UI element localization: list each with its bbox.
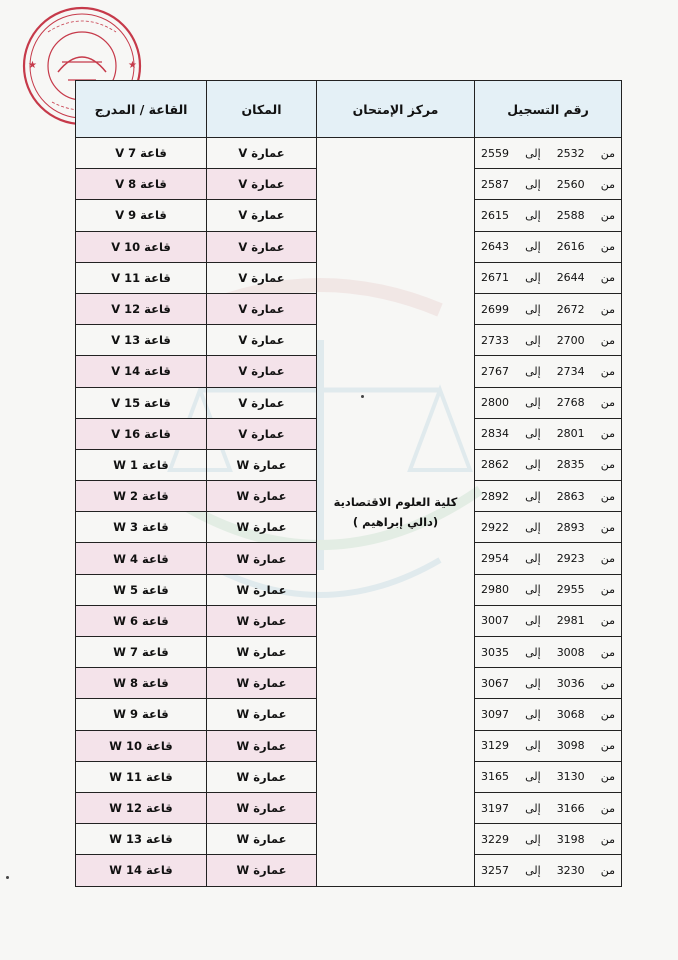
- from-label: من: [600, 707, 615, 721]
- range-start: 2616: [556, 240, 585, 254]
- header-exam-center: مركز الإمتحان: [317, 81, 475, 138]
- to-label: إلى: [525, 458, 541, 472]
- range-end: 2733: [481, 333, 510, 347]
- range-start: 3166: [556, 801, 585, 815]
- building-cell: عمارة W: [207, 824, 317, 855]
- table-row: [76, 138, 622, 169]
- registration-range-cell: [475, 512, 622, 543]
- registration-range-cell: [475, 855, 622, 886]
- range-end: 3035: [481, 645, 510, 659]
- to-label: إلى: [525, 271, 541, 285]
- range-end: 2834: [481, 427, 510, 441]
- to-label: إلى: [525, 177, 541, 191]
- hall-cell: قاعة W 2: [76, 481, 207, 512]
- registration-range-cell: [475, 293, 622, 324]
- registration-range-cell: [475, 574, 622, 605]
- range-end: 3097: [481, 707, 510, 721]
- to-label: إلى: [525, 489, 541, 503]
- building-cell: عمارة W: [207, 574, 317, 605]
- to-label: إلى: [525, 427, 541, 441]
- exam-center-location: (دالي إبراهيم ): [352, 514, 439, 529]
- from-label: من: [600, 240, 615, 254]
- range-start: 3230: [556, 863, 585, 877]
- range-end: 2980: [481, 583, 510, 597]
- registration-range-cell: [475, 200, 622, 231]
- hall-cell: قاعة W 1: [76, 449, 207, 480]
- building-cell: عمارة V: [207, 262, 317, 293]
- building-cell: عمارة W: [207, 449, 317, 480]
- from-label: من: [600, 364, 615, 378]
- table-header-row: [76, 81, 622, 138]
- header-hall: القاعة / المدرج: [76, 81, 207, 138]
- range-start: 2893: [556, 520, 585, 534]
- building-cell: عمارة W: [207, 668, 317, 699]
- range-end: 3129: [481, 739, 510, 753]
- building-cell: عمارة V: [207, 200, 317, 231]
- to-label: إلى: [525, 208, 541, 222]
- to-label: إلى: [525, 832, 541, 846]
- building-cell: عمارة V: [207, 387, 317, 418]
- building-cell: عمارة W: [207, 605, 317, 636]
- building-cell: عمارة V: [207, 231, 317, 262]
- from-label: من: [600, 146, 615, 160]
- range-start: 3098: [556, 739, 585, 753]
- building-cell: عمارة W: [207, 792, 317, 823]
- range-start: 2923: [556, 552, 585, 566]
- from-label: من: [600, 489, 615, 503]
- building-cell: عمارة V: [207, 169, 317, 200]
- range-start: 3068: [556, 707, 585, 721]
- from-label: من: [600, 396, 615, 410]
- registration-range-cell: [475, 824, 622, 855]
- from-label: من: [600, 520, 615, 534]
- hall-cell: قاعة W 14: [76, 855, 207, 886]
- registration-range-cell: [475, 761, 622, 792]
- to-label: إلى: [525, 739, 541, 753]
- range-start: 2672: [556, 302, 585, 316]
- registration-range-cell: [475, 481, 622, 512]
- speck: [6, 876, 9, 879]
- hall-cell: قاعة W 9: [76, 699, 207, 730]
- hall-cell: قاعة W 10: [76, 730, 207, 761]
- to-label: إلى: [525, 645, 541, 659]
- from-label: من: [600, 614, 615, 628]
- from-label: من: [600, 552, 615, 566]
- registration-range-cell: [475, 668, 622, 699]
- range-start: 2863: [556, 489, 585, 503]
- range-end: 3165: [481, 770, 510, 784]
- building-cell: عمارة V: [207, 356, 317, 387]
- range-end: 3229: [481, 832, 510, 846]
- to-label: إلى: [525, 333, 541, 347]
- range-start: 2835: [556, 458, 585, 472]
- registration-range-cell: [475, 699, 622, 730]
- hall-cell: قاعة V 9: [76, 200, 207, 231]
- building-cell: عمارة W: [207, 699, 317, 730]
- hall-cell: قاعة V 7: [76, 138, 207, 169]
- range-end: 2862: [481, 458, 510, 472]
- range-end: 2587: [481, 177, 510, 191]
- to-label: إلى: [525, 676, 541, 690]
- range-start: 2768: [556, 396, 585, 410]
- to-label: إلى: [525, 801, 541, 815]
- hall-cell: قاعة W 7: [76, 637, 207, 668]
- range-start: 3198: [556, 832, 585, 846]
- from-label: من: [600, 645, 615, 659]
- svg-text:★: ★: [28, 60, 37, 71]
- from-label: من: [600, 801, 615, 815]
- building-cell: عمارة V: [207, 293, 317, 324]
- range-end: 2615: [481, 208, 510, 222]
- table-body: [76, 138, 622, 887]
- from-label: من: [600, 458, 615, 472]
- range-end: 2767: [481, 364, 510, 378]
- to-label: إلى: [525, 520, 541, 534]
- building-cell: عمارة W: [207, 543, 317, 574]
- hall-cell: قاعة V 11: [76, 262, 207, 293]
- exam-center-cell: [317, 138, 475, 887]
- from-label: من: [600, 832, 615, 846]
- registration-range-cell: [475, 262, 622, 293]
- to-label: إلى: [525, 240, 541, 254]
- registration-range-cell: [475, 730, 622, 761]
- range-start: 2532: [556, 146, 585, 160]
- hall-cell: قاعة V 14: [76, 356, 207, 387]
- range-start: 2700: [556, 333, 585, 347]
- range-end: 2922: [481, 520, 510, 534]
- registration-range-cell: [475, 325, 622, 356]
- range-end: 2671: [481, 271, 510, 285]
- header-place: المكان: [207, 81, 317, 138]
- hall-cell: قاعة W 11: [76, 761, 207, 792]
- from-label: من: [600, 739, 615, 753]
- to-label: إلى: [525, 146, 541, 160]
- hall-cell: قاعة V 10: [76, 231, 207, 262]
- range-end: 2643: [481, 240, 510, 254]
- from-label: من: [600, 177, 615, 191]
- registration-range-cell: [475, 543, 622, 574]
- range-end: 3067: [481, 676, 510, 690]
- range-end: 3257: [481, 863, 510, 877]
- range-start: 3130: [556, 770, 585, 784]
- to-label: إلى: [525, 302, 541, 316]
- range-start: 2801: [556, 427, 585, 441]
- building-cell: عمارة V: [207, 325, 317, 356]
- to-label: إلى: [525, 364, 541, 378]
- range-start: 2644: [556, 271, 585, 285]
- building-cell: عمارة V: [207, 138, 317, 169]
- range-end: 2892: [481, 489, 510, 503]
- registration-range-cell: [475, 138, 622, 169]
- range-end: 2800: [481, 396, 510, 410]
- building-cell: عمارة W: [207, 637, 317, 668]
- to-label: إلى: [525, 552, 541, 566]
- from-label: من: [600, 863, 615, 877]
- to-label: إلى: [525, 614, 541, 628]
- hall-cell: قاعة V 8: [76, 169, 207, 200]
- registration-range-cell: [475, 605, 622, 636]
- registration-range-cell: [475, 387, 622, 418]
- building-cell: عمارة W: [207, 730, 317, 761]
- from-label: من: [600, 676, 615, 690]
- hall-cell: قاعة W 8: [76, 668, 207, 699]
- svg-text:★: ★: [128, 60, 137, 71]
- from-label: من: [600, 208, 615, 222]
- hall-cell: قاعة W 4: [76, 543, 207, 574]
- to-label: إلى: [525, 770, 541, 784]
- exam-schedule-table: [75, 80, 622, 887]
- building-cell: عمارة V: [207, 418, 317, 449]
- hall-cell: قاعة W 13: [76, 824, 207, 855]
- registration-range-cell: [475, 418, 622, 449]
- hall-cell: قاعة W 5: [76, 574, 207, 605]
- from-label: من: [600, 302, 615, 316]
- range-start: 2588: [556, 208, 585, 222]
- hall-cell: قاعة W 6: [76, 605, 207, 636]
- building-cell: عمارة W: [207, 481, 317, 512]
- building-cell: عمارة W: [207, 512, 317, 543]
- to-label: إلى: [525, 863, 541, 877]
- from-label: من: [600, 583, 615, 597]
- from-label: من: [600, 770, 615, 784]
- range-end: 2954: [481, 552, 510, 566]
- registration-range-cell: [475, 449, 622, 480]
- range-end: 3197: [481, 801, 510, 815]
- exam-center-name: كلية العلوم الاقتصادية: [333, 494, 458, 509]
- hall-cell: قاعة V 13: [76, 325, 207, 356]
- range-start: 2955: [556, 583, 585, 597]
- range-start: 2560: [556, 177, 585, 191]
- range-start: 3008: [556, 645, 585, 659]
- hall-cell: قاعة W 3: [76, 512, 207, 543]
- to-label: إلى: [525, 707, 541, 721]
- building-cell: عمارة W: [207, 761, 317, 792]
- from-label: من: [600, 333, 615, 347]
- registration-range-cell: [475, 792, 622, 823]
- hall-cell: قاعة V 12: [76, 293, 207, 324]
- building-cell: عمارة W: [207, 855, 317, 886]
- range-end: 2699: [481, 302, 510, 316]
- hall-cell: قاعة V 16: [76, 418, 207, 449]
- registration-range-cell: [475, 231, 622, 262]
- range-start: 2734: [556, 364, 585, 378]
- range-end: 3007: [481, 614, 510, 628]
- registration-range-cell: [475, 356, 622, 387]
- to-label: إلى: [525, 396, 541, 410]
- from-label: من: [600, 271, 615, 285]
- registration-range-cell: [475, 169, 622, 200]
- to-label: إلى: [525, 583, 541, 597]
- header-registration: رقم التسجيل: [475, 81, 622, 138]
- hall-cell: قاعة V 15: [76, 387, 207, 418]
- from-label: من: [600, 427, 615, 441]
- range-end: 2559: [481, 146, 510, 160]
- range-start: 2981: [556, 614, 585, 628]
- range-start: 3036: [556, 676, 585, 690]
- hall-cell: قاعة W 12: [76, 792, 207, 823]
- registration-range-cell: [475, 637, 622, 668]
